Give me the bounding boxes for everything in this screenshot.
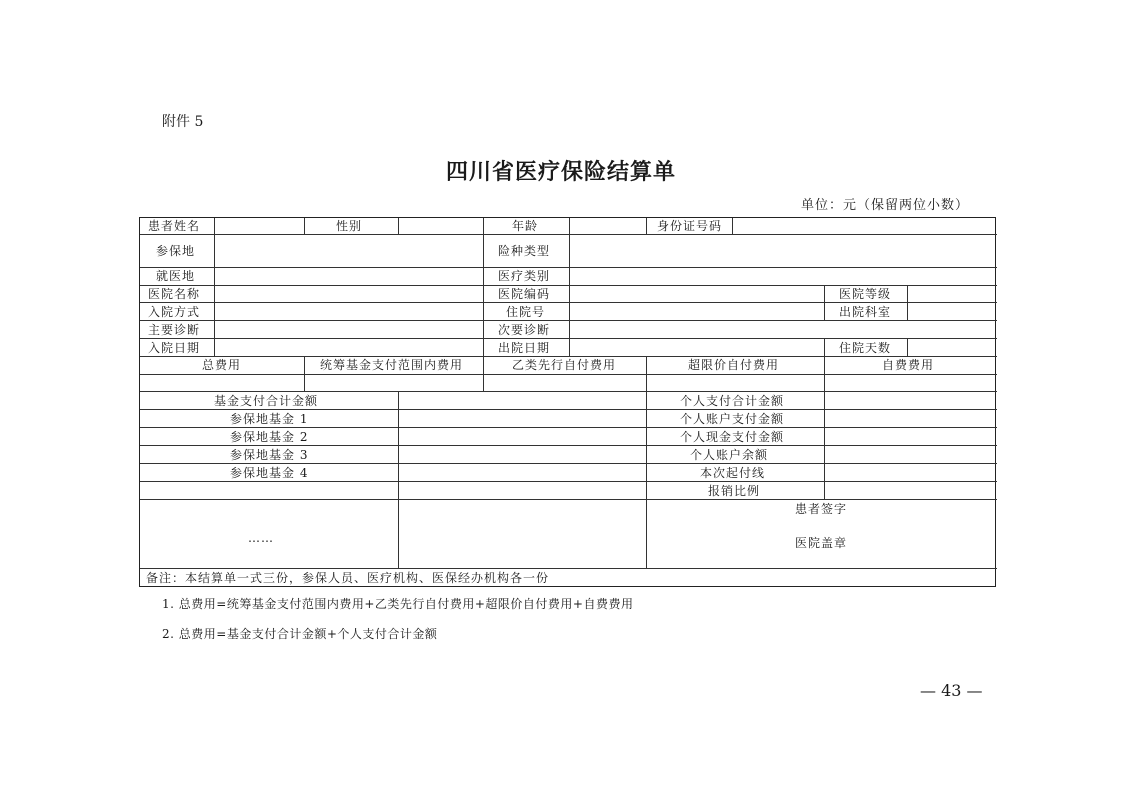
label-treatment-place: 就医地 — [156, 269, 196, 283]
header-class-b-self-pay: 乙类先行自付费用 — [512, 358, 617, 372]
label-medical-category: 医疗类别 — [498, 269, 551, 283]
ellipsis-mark: …… — [248, 531, 274, 545]
label-reimbursement-ratio: 报销比例 — [708, 484, 761, 498]
label-patient-name: 患者姓名 — [148, 219, 201, 233]
label-id-number: 身份证号码 — [657, 219, 723, 233]
label-gender: 性别 — [336, 219, 363, 233]
label-hospital-code: 医院编码 — [498, 287, 551, 301]
header-self-funded: 自费费用 — [882, 358, 935, 372]
label-fund-3: 参保地基金 3 — [230, 448, 309, 462]
label-main-diagnosis: 主要诊断 — [148, 323, 201, 337]
attachment-label: 附件 5 — [162, 114, 204, 130]
label-insured-place: 参保地 — [156, 244, 196, 258]
label-secondary-diagnosis: 次要诊断 — [498, 323, 551, 337]
label-deductible: 本次起付线 — [700, 466, 766, 480]
label-discharge-date: 出院日期 — [498, 341, 551, 355]
settlement-form — [139, 217, 996, 587]
label-discharge-dept: 出院科室 — [839, 305, 892, 319]
label-hospital-level: 医院等级 — [839, 287, 892, 301]
header-pooled-fund-cost: 统筹基金支付范围内费用 — [320, 358, 464, 372]
label-fund-2: 参保地基金 2 — [230, 430, 309, 444]
unit-note: 单位：元（保留两位小数） — [800, 198, 969, 213]
label-hospital-name: 医院名称 — [148, 287, 201, 301]
patient-signature-label: 患者签字 — [795, 502, 848, 516]
header-over-limit-self-pay: 超限价自付费用 — [688, 358, 780, 372]
note-2: 2. 总费用=基金支付合计金额+个人支付合计金额 — [162, 627, 438, 641]
note-1: 1. 总费用=统筹基金支付范围内费用+乙类先行自付费用+超限价自付费用+自费费用 — [162, 597, 634, 611]
document-title: 四川省医疗保险结算单 — [445, 159, 676, 185]
label-admission-method: 入院方式 — [148, 305, 201, 319]
remark-text: 备注：本结算单一式三份，参保人员、医疗机构、医保经办机构各一份 — [146, 571, 550, 585]
label-inpatient-no: 住院号 — [506, 305, 546, 319]
label-insurance-type: 险种类型 — [498, 244, 551, 258]
header-total-cost: 总费用 — [202, 358, 242, 372]
label-fund-4: 参保地基金 4 — [230, 466, 309, 480]
label-personal-total: 个人支付合计金额 — [680, 394, 785, 408]
page-number: — 43 — — [920, 681, 983, 700]
label-personal-cash-pay: 个人现金支付金额 — [680, 430, 785, 444]
hospital-seal-label: 医院盖章 — [795, 536, 848, 550]
label-hospital-days: 住院天数 — [839, 341, 892, 355]
label-personal-account-balance: 个人账户余额 — [690, 448, 769, 462]
label-fund-1: 参保地基金 1 — [230, 412, 309, 426]
label-admission-date: 入院日期 — [148, 341, 201, 355]
label-personal-account-pay: 个人账户支付金额 — [680, 412, 785, 426]
label-fund-total: 基金支付合计金额 — [214, 394, 319, 408]
label-age: 年龄 — [512, 219, 539, 233]
